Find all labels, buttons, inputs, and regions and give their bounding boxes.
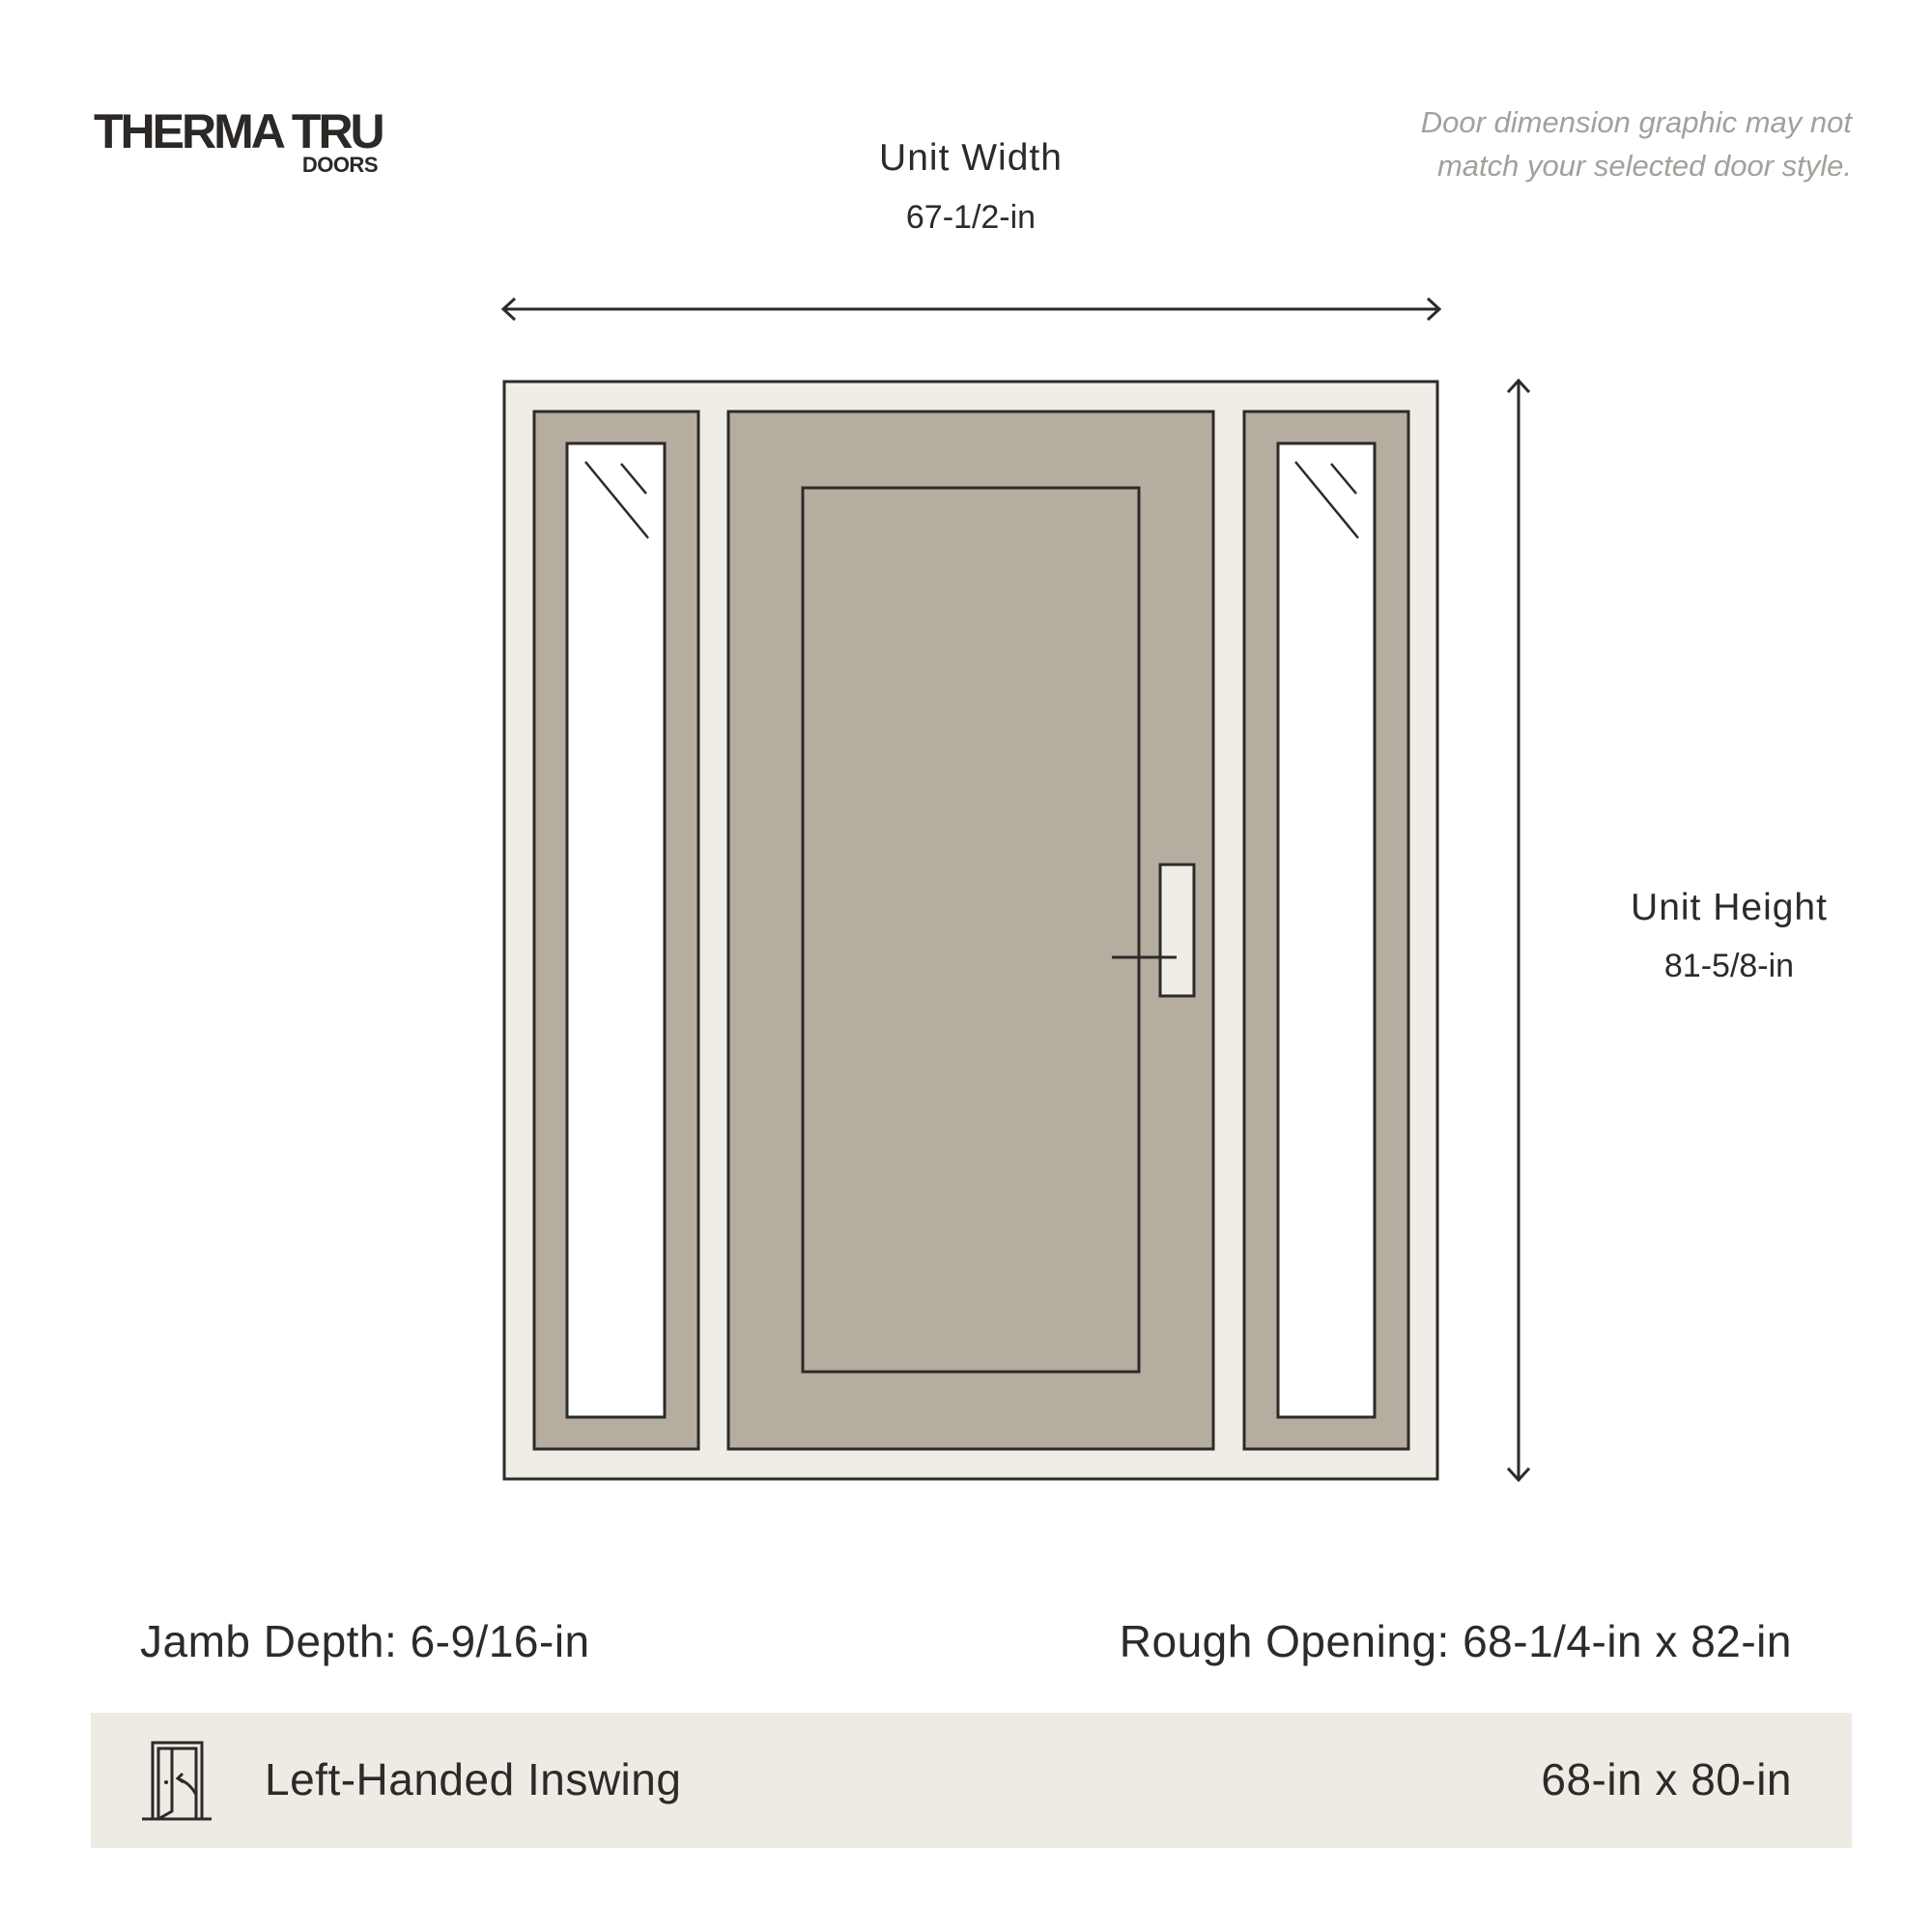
right-sidelite — [1244, 412, 1408, 1449]
door-slab — [728, 412, 1213, 1449]
door-size: 68-in x 80-in — [1541, 1754, 1792, 1804]
disclaimer-line-2: match your selected door style. — [1436, 149, 1852, 183]
door-inswing-icon — [142, 1739, 215, 1826]
width-arrow — [503, 298, 1439, 320]
door-panel — [803, 488, 1139, 1372]
handing-label: Left-Handed Inswing — [265, 1754, 682, 1804]
door-handle-plate — [1160, 865, 1194, 996]
unit-height-label: Unit Height — [1631, 887, 1828, 928]
height-arrow — [1508, 381, 1529, 1480]
rough-opening: Rough Opening: 68-1/4-in x 82-in — [1119, 1616, 1792, 1666]
logo-subtext: DOORS — [301, 153, 378, 177]
unit-width-label: Unit Width — [879, 137, 1063, 179]
left-sidelite — [534, 412, 698, 1449]
disclaimer-line-1: Door dimension graphic may not — [1420, 105, 1852, 139]
jamb-depth: Jamb Depth: 6-9/16-in — [140, 1616, 590, 1666]
unit-height-value: 81-5/8-in — [1663, 948, 1795, 984]
unit-width-value: 67-1/2-in — [905, 199, 1037, 236]
logo-wordmark: THERMA TRU — [94, 104, 383, 158]
